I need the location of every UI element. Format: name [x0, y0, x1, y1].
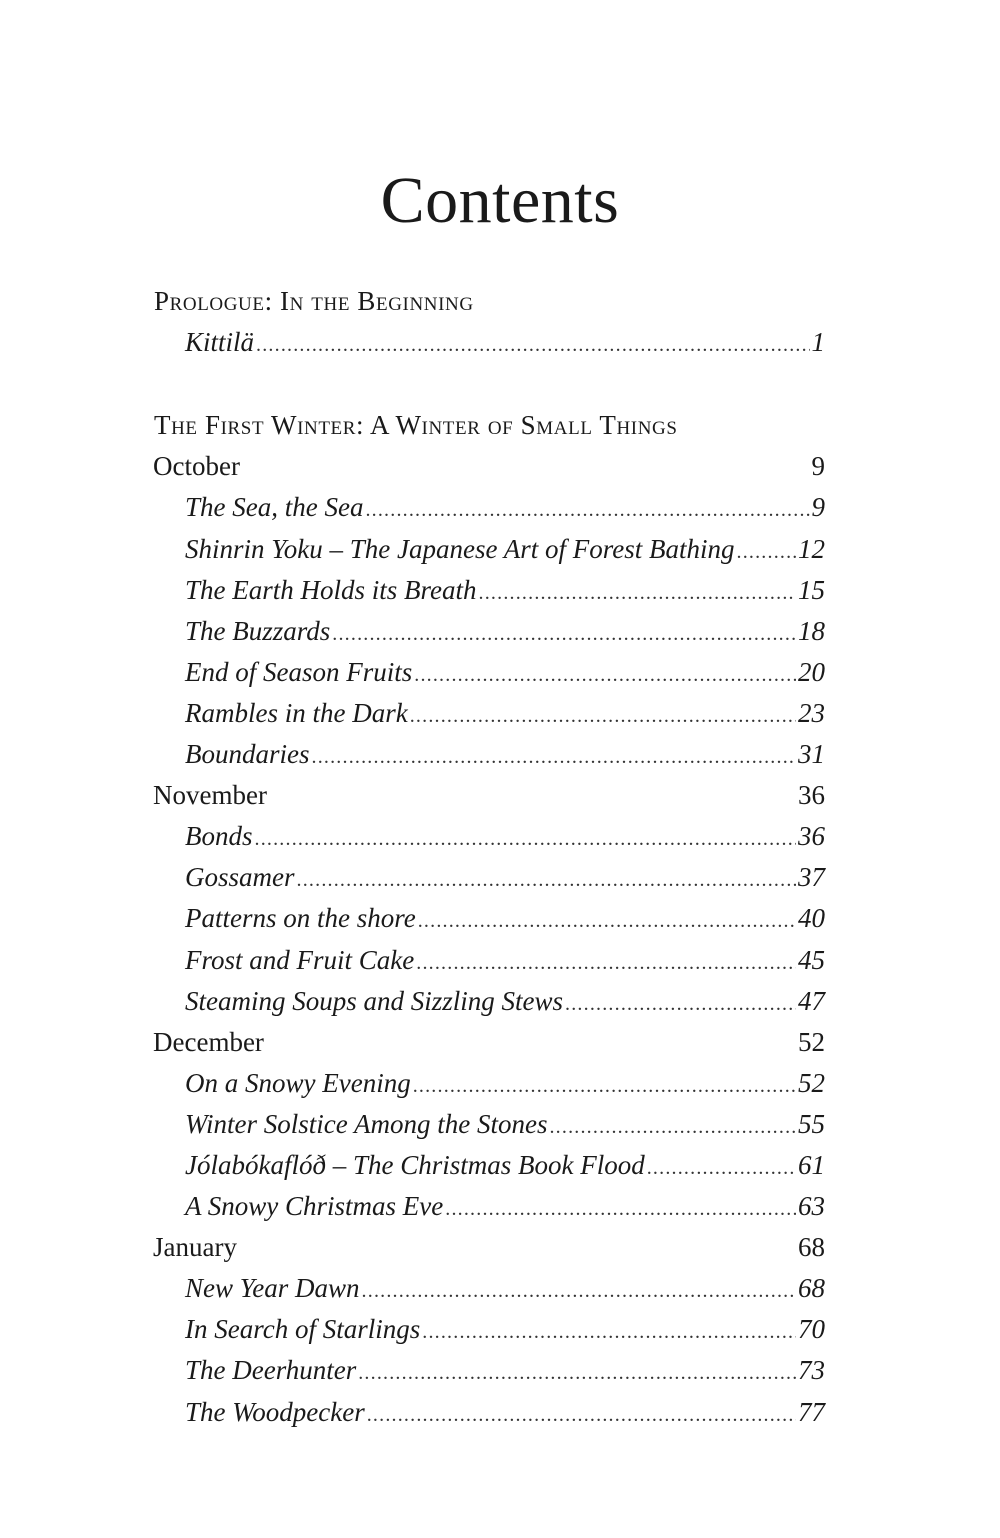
- dot-leader: [255, 828, 797, 858]
- toc-entry[interactable]: [0, 1395, 1000, 1437]
- toc-entry[interactable]: [0, 901, 1000, 943]
- dot-leader: [565, 993, 796, 1023]
- dot-leader: [365, 499, 809, 529]
- toc-entry-page: 70: [798, 1314, 825, 1344]
- part-heading-row: [0, 408, 1000, 450]
- toc-entry[interactable]: [0, 532, 1000, 574]
- toc-entry-line: [185, 616, 825, 652]
- month-name: November: [153, 780, 267, 810]
- dot-leader: [549, 1116, 796, 1146]
- toc-entry-line: [185, 575, 825, 611]
- month-name: October: [153, 451, 240, 481]
- toc-entry-title: The Earth Holds its Breath: [185, 575, 477, 605]
- toc-entry-title: The Buzzards: [185, 616, 331, 646]
- toc-entry-title: Patterns on the shore: [185, 903, 416, 933]
- toc-entry-title: Rambles in the Dark: [185, 698, 408, 728]
- toc-entry-title: The Deerhunter: [185, 1355, 357, 1385]
- toc-entry-page: 45: [798, 945, 825, 975]
- toc-entry[interactable]: [0, 737, 1000, 779]
- toc-entry[interactable]: [0, 860, 1000, 902]
- toc-entry-title: The Woodpecker: [185, 1397, 365, 1427]
- toc-entry-title: A Snowy Christmas Eve: [185, 1191, 444, 1221]
- toc-entry-page: 61: [798, 1150, 825, 1180]
- dot-leader: [416, 952, 796, 982]
- dot-leader: [413, 1075, 796, 1105]
- toc-entry[interactable]: [0, 1066, 1000, 1108]
- toc-entry[interactable]: [0, 325, 1000, 367]
- toc-entry-page: 77: [798, 1397, 825, 1427]
- toc-entry-title: Gossamer: [185, 862, 295, 892]
- toc-entry-line: [185, 1109, 825, 1145]
- toc-entry-page: 73: [798, 1355, 825, 1385]
- part-heading-row: [0, 284, 1000, 326]
- toc-entry-page: 55: [798, 1109, 825, 1139]
- toc-entry[interactable]: [0, 984, 1000, 1026]
- toc-entry-title: In Search of Starlings: [185, 1314, 421, 1344]
- month-page: 36: [798, 780, 825, 810]
- toc-entry-page: 40: [798, 903, 825, 933]
- toc-entry-line: [185, 327, 825, 363]
- page-title: Contents: [380, 164, 620, 237]
- toc-entry-page: 63: [798, 1191, 825, 1221]
- month-page: 68: [798, 1232, 825, 1262]
- month-heading[interactable]: [0, 1025, 1000, 1067]
- toc-entry-title: Kittilä: [185, 327, 255, 357]
- toc-entry-page: 9: [811, 492, 825, 522]
- toc-entry-line: [185, 657, 825, 693]
- dot-leader: [358, 1362, 796, 1392]
- dot-leader: [410, 705, 796, 735]
- dot-leader: [367, 1404, 796, 1434]
- dot-leader: [414, 664, 796, 694]
- toc-entry-line: [185, 1314, 825, 1350]
- month-name: January: [153, 1232, 237, 1262]
- month-heading[interactable]: [0, 449, 1000, 491]
- part-heading: The First Winter: A Winter of Small Things: [154, 410, 678, 440]
- toc-entry-line: [185, 862, 825, 898]
- dot-leader: [737, 541, 797, 571]
- toc-entry-title: Frost and Fruit Cake: [185, 945, 415, 975]
- toc-entry-page: 1: [811, 327, 825, 357]
- toc-entry[interactable]: [0, 1312, 1000, 1354]
- toc-entry-page: 68: [798, 1273, 825, 1303]
- toc-entry[interactable]: [0, 819, 1000, 861]
- toc-entry-line: [185, 1273, 825, 1309]
- toc-entry-line: [185, 492, 825, 528]
- toc-entry-line: [185, 739, 825, 775]
- toc-entry-title: Winter Solstice Among the Stones: [185, 1109, 548, 1139]
- toc-entry-line: [185, 698, 825, 734]
- toc-entry-line: [185, 945, 825, 981]
- toc-entry-title: Jólabókaflóð – The Christmas Book Flood: [185, 1150, 645, 1180]
- toc-entry-page: 23: [798, 698, 825, 728]
- toc-entry-page: 36: [798, 821, 825, 851]
- toc-entry-title: On a Snowy Evening: [185, 1068, 411, 1098]
- dot-leader: [422, 1321, 796, 1351]
- dot-leader: [332, 623, 796, 653]
- toc-entry-title: The Sea, the Sea: [185, 492, 364, 522]
- month-heading[interactable]: [0, 1230, 1000, 1272]
- toc-entry[interactable]: [0, 1107, 1000, 1149]
- toc-entry[interactable]: [0, 696, 1000, 738]
- toc-entry[interactable]: [0, 614, 1000, 656]
- toc-entry-title: Steaming Soups and Sizzling Stews: [185, 986, 564, 1016]
- toc-entry-page: 18: [798, 616, 825, 646]
- toc-entry-page: 47: [798, 986, 825, 1016]
- part-heading: Prologue: In the Beginning: [154, 286, 474, 316]
- dot-leader: [647, 1157, 796, 1187]
- toc-entry[interactable]: [0, 1189, 1000, 1231]
- toc-entry[interactable]: [0, 573, 1000, 615]
- toc-entry-line: [185, 1397, 825, 1433]
- toc-entry-line: [185, 1191, 825, 1227]
- toc-entry[interactable]: [0, 1353, 1000, 1395]
- toc-entry-title: Bonds: [185, 821, 253, 851]
- dot-leader: [362, 1280, 796, 1310]
- toc-entry[interactable]: [0, 490, 1000, 532]
- dot-leader: [445, 1198, 796, 1228]
- toc-entry-page: 12: [798, 534, 825, 564]
- toc-entry-page: 31: [798, 739, 825, 769]
- toc-entry-title: End of Season Fruits: [185, 657, 413, 687]
- toc-entry[interactable]: [0, 655, 1000, 697]
- month-page: 9: [811, 451, 825, 481]
- dot-leader: [418, 910, 796, 940]
- toc-entry-line: [185, 534, 825, 570]
- toc-entry-page: 37: [798, 862, 825, 892]
- month-name: December: [153, 1027, 264, 1057]
- toc-entry[interactable]: [0, 1148, 1000, 1190]
- toc-entry-line: [185, 821, 825, 857]
- toc-entry-line: [185, 986, 825, 1022]
- month-heading[interactable]: [0, 778, 1000, 820]
- toc-entry[interactable]: [0, 943, 1000, 985]
- toc-entry-line: [185, 903, 825, 939]
- toc-entry-page: 15: [798, 575, 825, 605]
- toc-entry-line: [185, 1068, 825, 1104]
- toc-entry-page: 52: [798, 1068, 825, 1098]
- toc-entry-page: 20: [798, 657, 825, 687]
- toc-entry-title: New Year Dawn: [185, 1273, 360, 1303]
- toc-entry-line: [185, 1355, 825, 1391]
- dot-leader: [479, 582, 796, 612]
- toc-entry[interactable]: [0, 1271, 1000, 1313]
- toc-entry-line: [185, 1150, 825, 1186]
- month-page: 52: [798, 1027, 825, 1057]
- toc-entry-title: Shinrin Yoku – The Japanese Art of Forest Bathing: [185, 534, 735, 564]
- dot-leader: [256, 334, 809, 364]
- toc-entry-title: Boundaries: [185, 739, 310, 769]
- dot-leader: [297, 869, 796, 899]
- dot-leader: [312, 746, 797, 776]
